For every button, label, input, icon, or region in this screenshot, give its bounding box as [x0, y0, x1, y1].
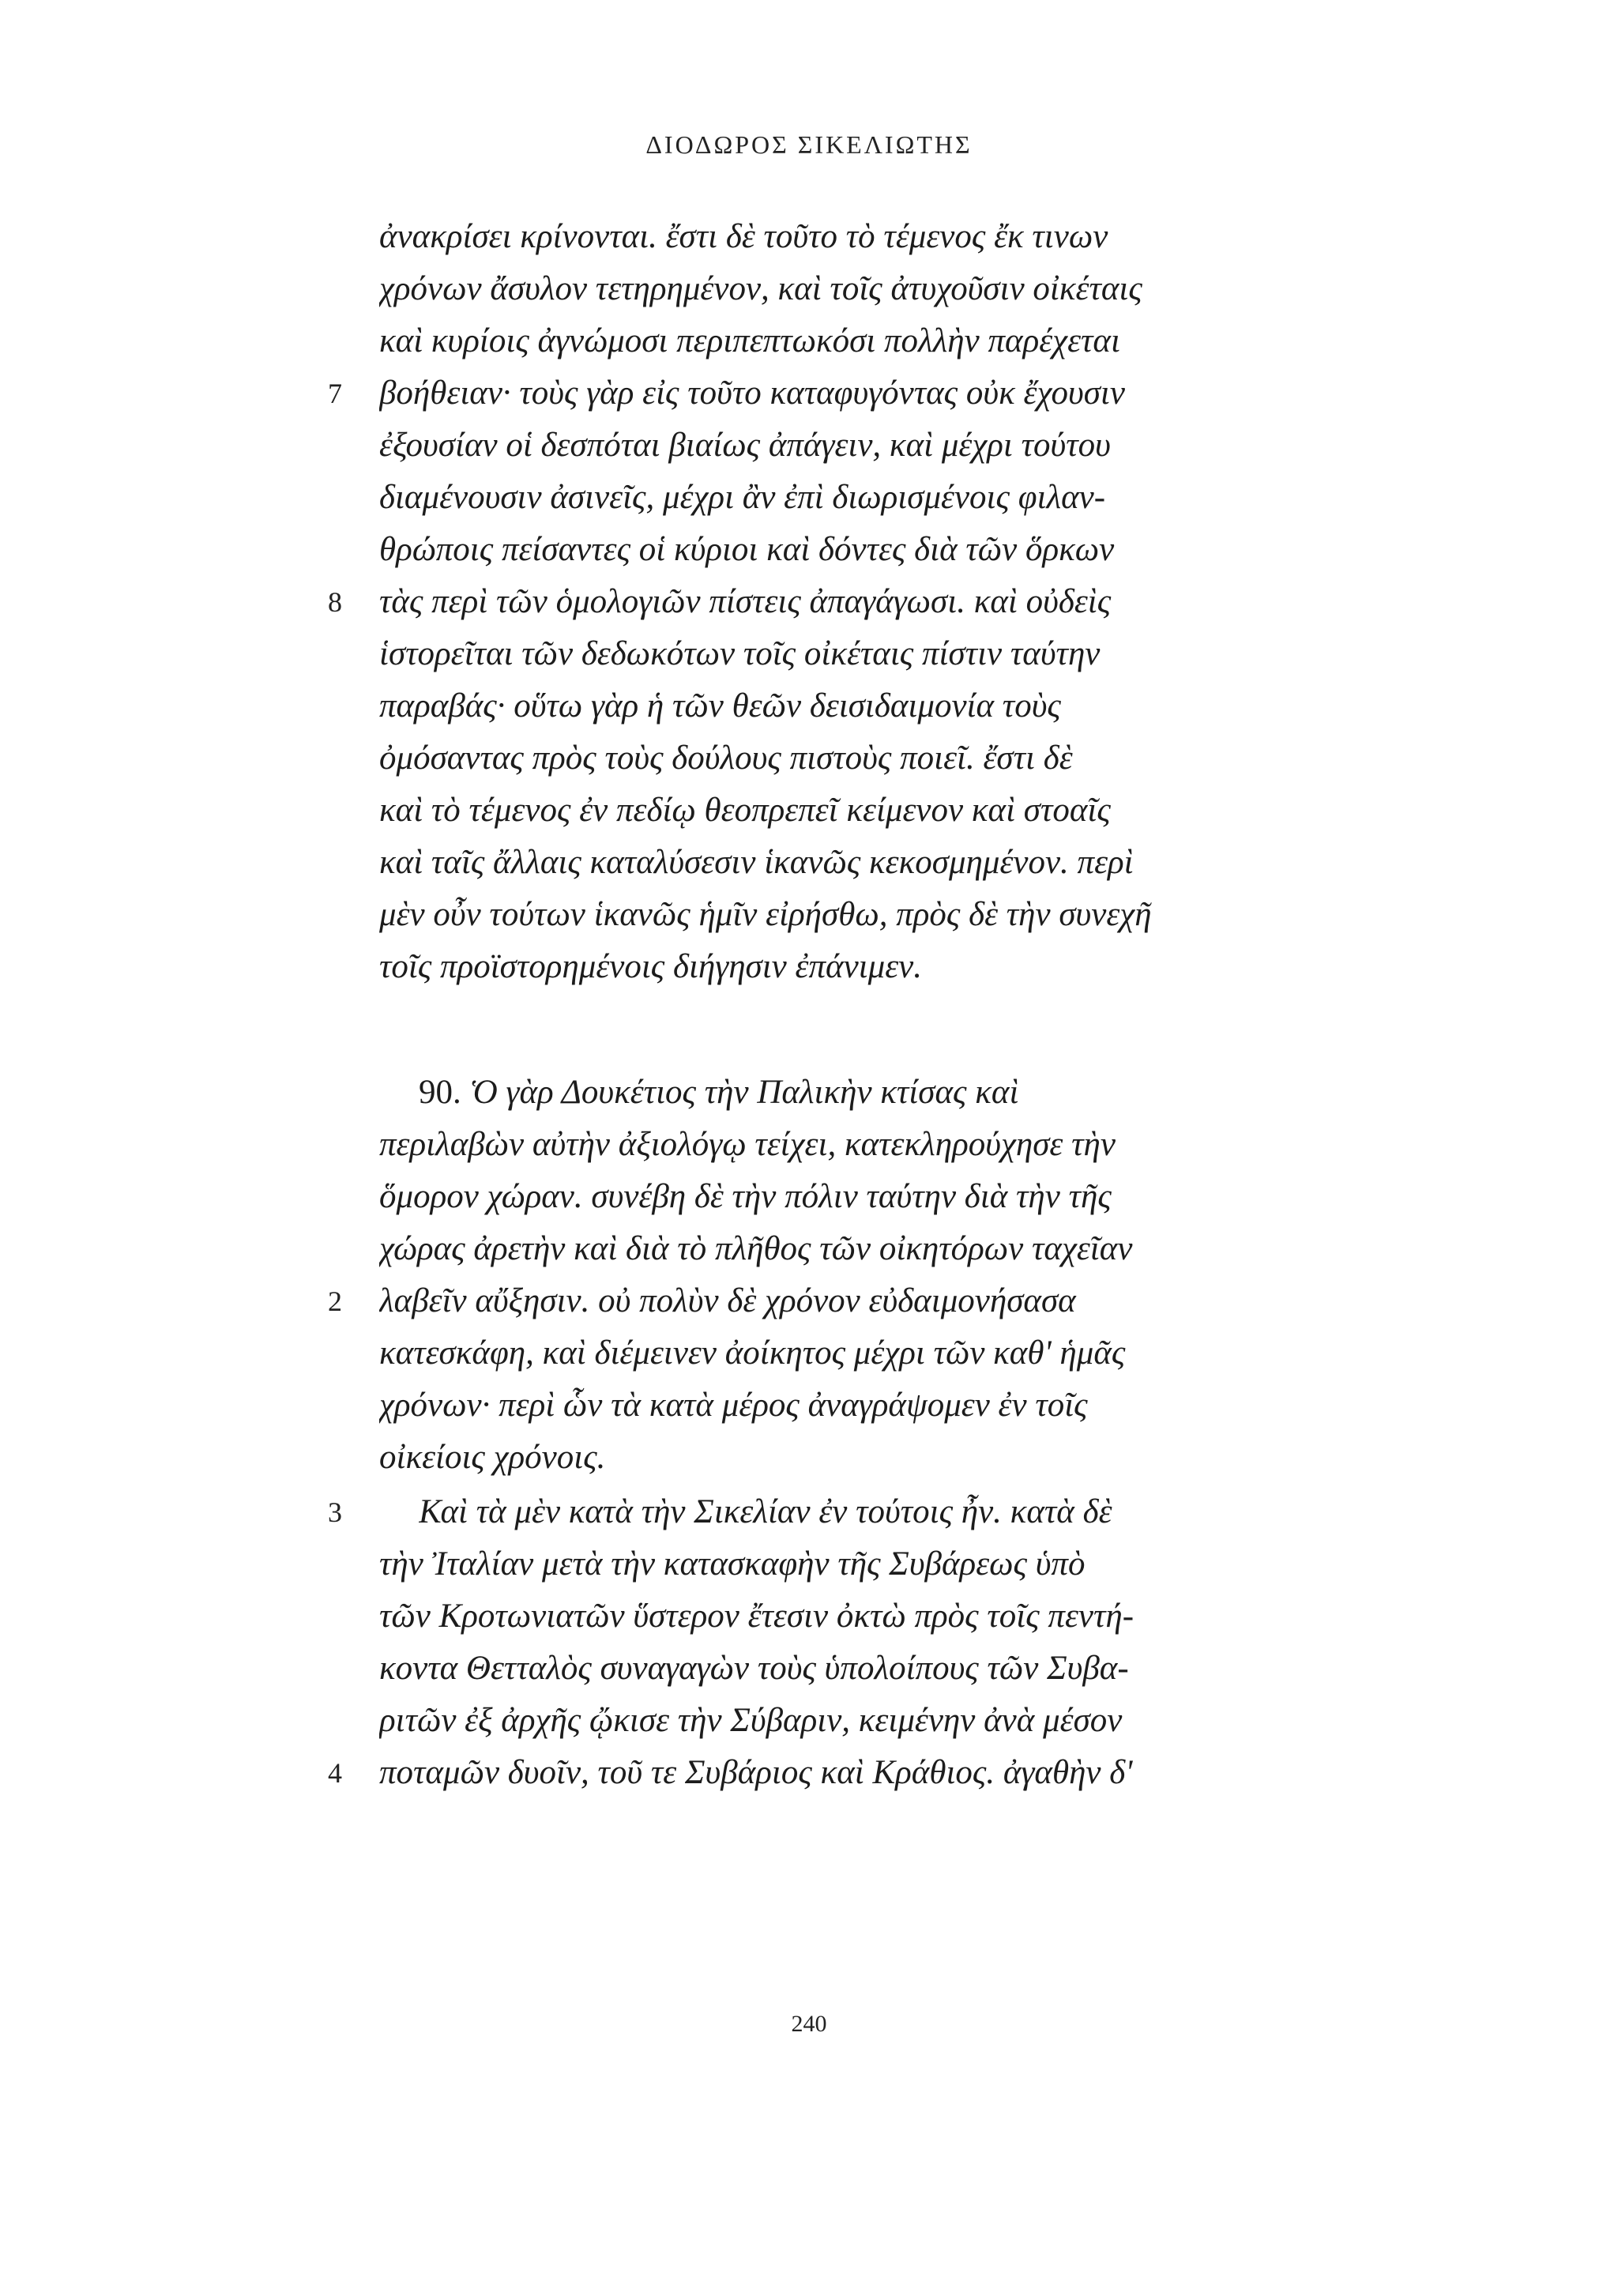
- text-line: Καὶ τὰ μὲν κατὰ τὴν Σικελίαν ἐν τούτοις ἦν. κατὰ δὲ: [419, 1493, 1112, 1530]
- text-line: ποταμῶν δυοῖν, τοῦ τε Συβάριος καὶ Κράθιος. ἀγαθὴν δ': [379, 1754, 1133, 1791]
- text-line: τὰς περὶ τῶν ὁμολογιῶν πίστεις ἀπαγάγωσι. καὶ οὐδεὶς: [379, 583, 1112, 620]
- text-line: κατεσκάφη, καὶ διέμεινεν ἀοίκητος μέχρι τῶν καθ' ἡμᾶς: [379, 1334, 1126, 1372]
- text-line: ριτῶν ἐξ ἀρχῆς ᾤκισε τὴν Σύβαριν, κειμένην ἀνὰ μέσον: [379, 1702, 1123, 1739]
- first-line-text: Ὁ γὰρ Δουκέτιος τὴν Παλικὴν κτίσας καὶ: [469, 1074, 1019, 1111]
- text-line: τῶν Κροτωνιατῶν ὕστερον ἔτεσιν ὀκτὼ πρὸς τοῖς πεντή-: [379, 1598, 1134, 1635]
- text-line: λαβεῖν αὔξησιν. οὐ πολὺν δὲ χρόνον εὐδαιμονήσασα: [379, 1282, 1076, 1319]
- running-title: ΔΙΟΔΩΡΟΣ ΣΙΚΕΛΙΩΤΗΣ: [645, 130, 973, 159]
- text-line: κοντα Θετταλὸς συναγαγὼν τοὺς ὑπολοίπους τῶν Συβα-: [379, 1650, 1129, 1687]
- margin-number: 7: [328, 378, 342, 409]
- margin-number: 2: [328, 1285, 342, 1317]
- text-line: τοῖς προϊστορημένοις διήγησιν ἐπάνιμεν.: [379, 948, 922, 985]
- margin-number: 8: [328, 586, 342, 618]
- text-line: τὴν Ἰταλίαν μετὰ τὴν κατασκαφὴν τῆς Συβάρεως ὑπὸ: [379, 1545, 1086, 1583]
- text-line: καὶ κυρίοις ἀγνώμοσι περιπεπτωκόσι πολλὴν παρέχεται: [379, 322, 1120, 359]
- text-line: ἱστορεῖται τῶν δεδωκότων τοῖς οἰκέταις πίστιν ταύτην: [379, 635, 1101, 672]
- text-line: καὶ ταῖς ἄλλαις καταλύσεσιν ἱκανῶς κεκοσμημένον. περὶ: [379, 844, 1134, 881]
- text-line: μὲν οὖν τούτων ἱκανῶς ἡμῖν εἰρήσθω, πρὸς δὲ τὴν συνεχῆ: [379, 896, 1152, 933]
- margin-number: 4: [328, 1757, 342, 1789]
- text-line: χρόνων· περὶ ὧν τὰ κατὰ μέρος ἀναγράψομεν ἐν τοῖς: [379, 1387, 1088, 1424]
- section-number: 90.: [419, 1074, 461, 1111]
- text-line: παραβάς· οὕτω γὰρ ἡ τῶν θεῶν δεισιδαιμονία τοὺς: [379, 687, 1061, 725]
- text-line: ὅμορον χώραν. συνέβη δὲ τὴν πόλιν ταύτην διὰ τὴν τῆς: [379, 1178, 1112, 1215]
- text-line-first: [419, 1069, 1288, 1116]
- text-line: καὶ τὸ τέμενος ἐν πεδίῳ θεοπρεπεῖ κείμενον καὶ στοαῖς: [379, 792, 1111, 829]
- text-line: οἰκείοις χρόνοις.: [379, 1439, 606, 1476]
- text-line: χρόνων ἄσυλον τετηρημένον, καὶ τοῖς ἀτυχοῦσιν οἰκέταις: [379, 270, 1142, 307]
- text-line: ὀμόσαντας πρὸς τοὺς δούλους πιστοὺς ποιεῖ. ἔστι δὲ: [379, 740, 1073, 777]
- text-line: θρώποις πείσαντες οἱ κύριοι καὶ δόντες διὰ τῶν ὅρκων: [379, 531, 1115, 568]
- margin-number: 3: [328, 1496, 342, 1528]
- text-line: ἐξουσίαν οἱ δεσπόται βιαίως ἀπάγειν, καὶ μέχρι τούτου: [379, 427, 1111, 464]
- text-line: χώρας ἀρετὴν καὶ διὰ τὸ πλῆθος τῶν οἰκητόρων ταχεῖαν: [379, 1230, 1133, 1267]
- text-line: διαμένουσιν ἀσινεῖς, μέχρι ἂν ἐπὶ διωρισμένοις φιλαν-: [379, 479, 1106, 516]
- text-line: περιλαβὼν αὐτὴν ἀξιολόγῳ τείχει, κατεκληρούχησε τὴν: [379, 1126, 1116, 1163]
- page-number: 240: [791, 2011, 827, 2037]
- text-line: βοήθειαν· τοὺς γὰρ εἰς τοῦτο καταφυγόντας οὐκ ἔχουσιν: [379, 375, 1125, 412]
- text-line: ἀνακρίσει κρίνονται. ἔστι δὲ τοῦτο τὸ τέμενος ἔκ τινων: [379, 218, 1108, 255]
